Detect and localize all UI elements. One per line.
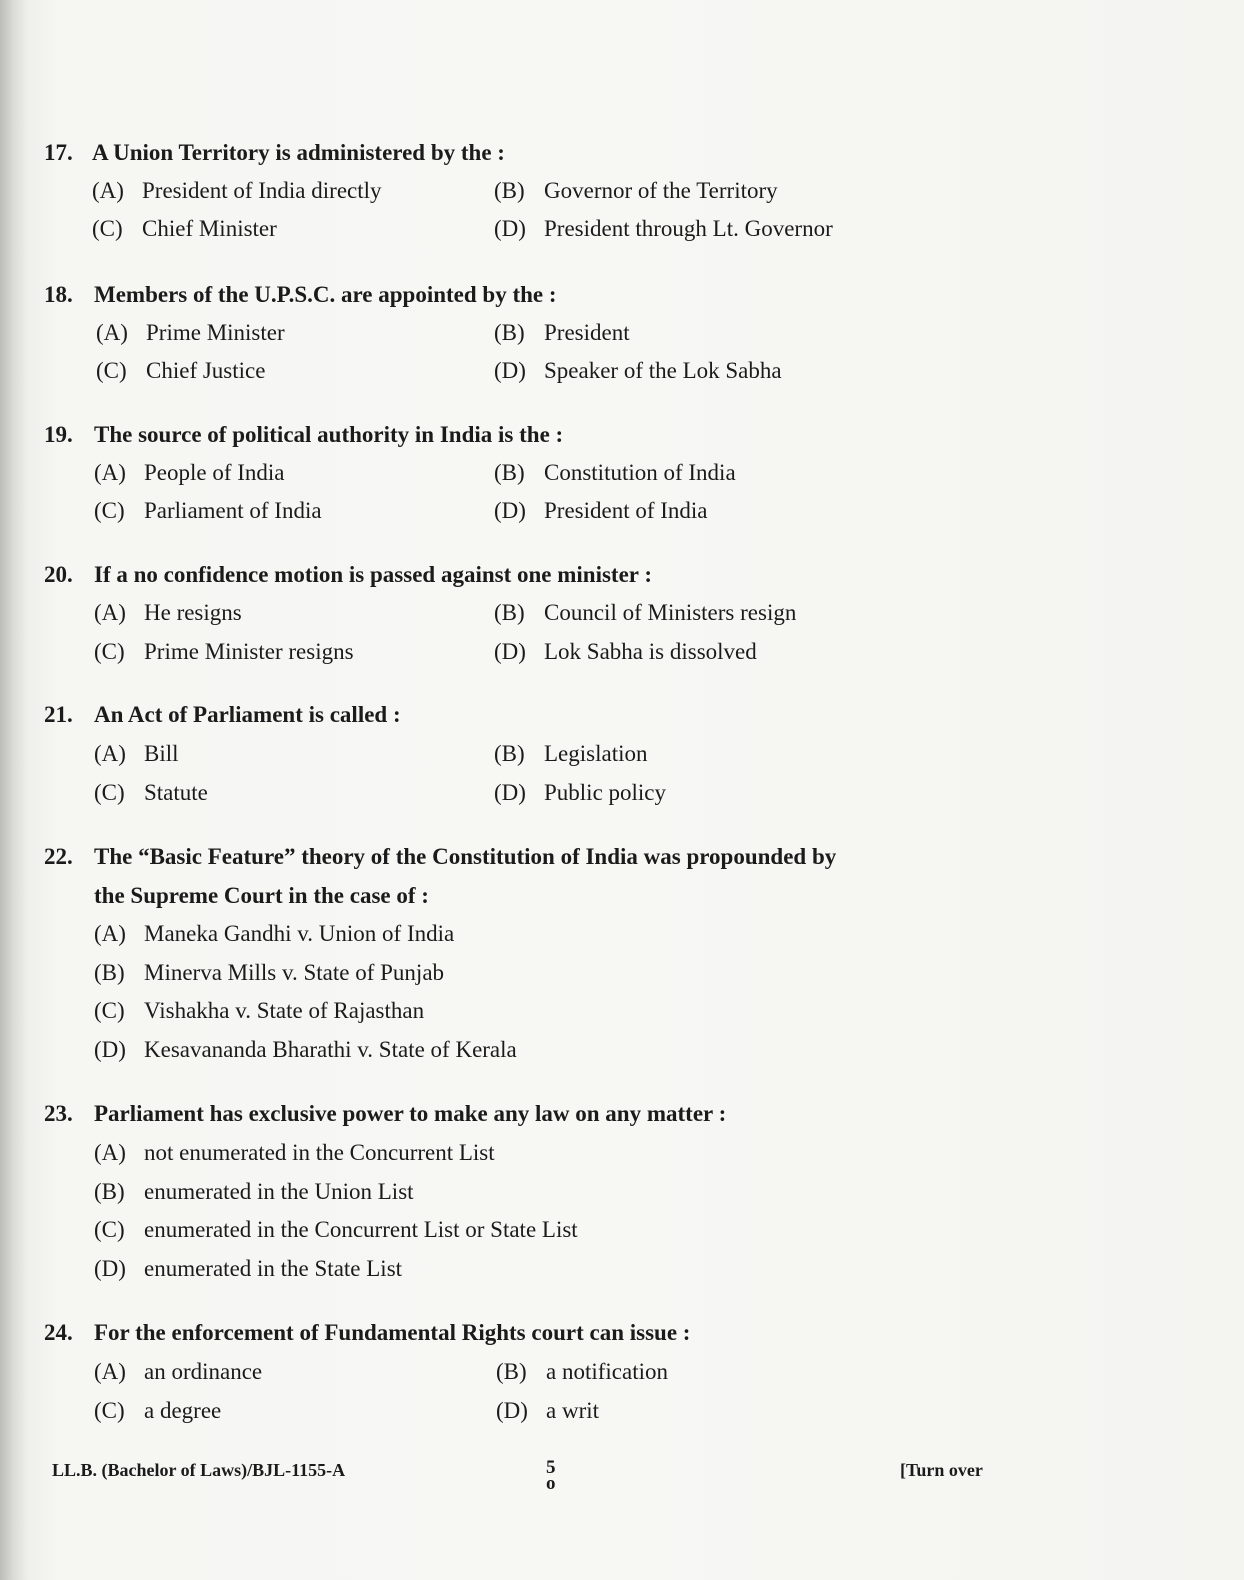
question-text: The “Basic Feature” theory of the Constitution of India was propounded by — [94, 844, 837, 869]
question-number: 17. — [44, 140, 73, 165]
option-a: (A) Prime Minister — [96, 320, 285, 345]
question-number: 24. — [44, 1320, 73, 1345]
option-c: (C) Chief Minister — [92, 216, 277, 241]
option-a: (A) an ordinance — [94, 1359, 263, 1384]
option-a: (A) not enumerated in the Concurrent List — [94, 1140, 495, 1165]
question-number: 18. — [44, 282, 73, 307]
option-a: (A) Bill — [94, 741, 179, 766]
option-d: (D) Public policy — [494, 780, 667, 805]
option-c: (C) Chief Justice — [96, 358, 266, 383]
option-a: (A) He resigns — [94, 600, 242, 625]
option-b: (B) Governor of the Territory — [494, 178, 778, 203]
page-binding-shadow — [0, 0, 28, 1580]
option-b: (B) Legislation — [494, 741, 648, 766]
footer-turn-over: [Turn over — [900, 1460, 983, 1480]
question-text: A Union Territory is administered by the : — [92, 140, 505, 165]
option-d: (D) enumerated in the State List — [94, 1256, 403, 1281]
option-a: (A) Maneka Gandhi v. Union of India — [94, 921, 455, 946]
option-b: (B) Constitution of India — [494, 460, 736, 485]
option-c: (C) Statute — [94, 780, 208, 805]
question-number: 22. — [44, 844, 73, 869]
option-c: (C) Parliament of India — [94, 498, 322, 523]
option-a: (A) People of India — [94, 460, 285, 485]
question-text: For the enforcement of Fundamental Rights court can issue : — [94, 1320, 691, 1345]
page-number: 5 o — [546, 1457, 556, 1494]
option-d: (D) Kesavananda Bharathi v. State of Kerala — [94, 1037, 517, 1062]
question-text: If a no confidence motion is passed against one minister : — [94, 562, 652, 587]
option-b: (B) a notification — [496, 1359, 668, 1384]
footer-exam-code: LL.B. (Bachelor of Laws)/BJL-1155-A — [52, 1460, 346, 1480]
option-b: (B) President — [494, 320, 630, 345]
option-d: (D) Lok Sabha is dissolved — [494, 639, 757, 664]
option-a: (A) President of India directly — [92, 178, 382, 203]
question-number: 20. — [44, 562, 73, 587]
question-number: 23. — [44, 1101, 73, 1126]
option-d: (D) a writ — [496, 1398, 600, 1423]
option-c: (C) Vishakha v. State of Rajasthan — [94, 998, 425, 1023]
question-text: Parliament has exclusive power to make any law on any matter : — [94, 1101, 727, 1126]
question-text: The source of political authority in India is the : — [94, 422, 564, 447]
option-d: (D) President through Lt. Governor — [494, 216, 833, 241]
option-c: (C) Prime Minister resigns — [94, 639, 354, 664]
option-d: (D) President of India — [494, 498, 708, 523]
option-d: (D) Speaker of the Lok Sabha — [494, 358, 782, 383]
option-c: (C) enumerated in the Concurrent List or State List — [94, 1217, 578, 1242]
question-text: Members of the U.P.S.C. are appointed by the : — [94, 282, 557, 307]
option-b: (B) enumerated in the Union List — [94, 1179, 414, 1204]
question-number: 19. — [44, 422, 73, 447]
option-b: (B) Minerva Mills v. State of Punjab — [94, 960, 445, 985]
question-text-line-2: the Supreme Court in the case of : — [94, 883, 429, 908]
question-text: An Act of Parliament is called : — [94, 702, 401, 727]
option-b: (B) Council of Ministers resign — [494, 600, 797, 625]
option-c: (C) a degree — [94, 1398, 222, 1423]
question-number: 21. — [44, 702, 73, 727]
